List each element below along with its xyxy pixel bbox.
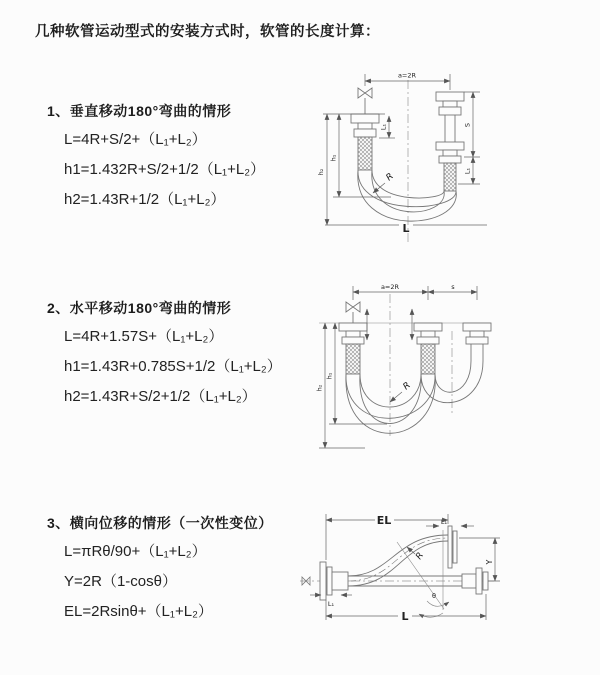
section-2-heading: 2、水平移动180°弯曲的情形: [47, 300, 232, 316]
dim-h-inner-label: h₁: [329, 154, 338, 162]
pipe-right: [471, 344, 483, 361]
s-curve-hose: [348, 535, 448, 586]
flange-middle: [414, 323, 442, 344]
flange-right-mid: [436, 142, 464, 163]
dim-s-label: S: [463, 122, 472, 128]
construction-lines: [397, 530, 449, 617]
formula-h2: h2=1.43R+S/2+1/2（L₁+L₂）: [64, 388, 257, 405]
dim-s-label: s: [451, 283, 455, 291]
dim-a2r-label: a=2R: [397, 71, 417, 80]
u-bend-hose: [358, 170, 457, 221]
braided-hose-left: [346, 344, 360, 374]
braided-hose-left: [358, 137, 372, 170]
formula-h1: h1=1.432R+S/2+1/2（L₁+L₂）: [64, 161, 266, 178]
dim-h-outer-label: h₂: [317, 168, 325, 176]
section-horizontal-bend: [47, 298, 282, 412]
diagram-lateral-displacement: [296, 498, 600, 674]
dim-l1-flange-label: L₁: [379, 123, 388, 131]
pipe-right: [445, 115, 455, 142]
section-3-heading: 3、横向位移的情形（一次性变位）: [47, 515, 273, 531]
diagram-vertical-180-bend: [305, 62, 600, 267]
formula-length: L=4R+1.57S+（L₁+L₂）: [64, 328, 224, 345]
diagram-horizontal-180-bend: [305, 276, 600, 474]
length-label: L: [401, 610, 409, 623]
section-lateral-displacement: [47, 513, 273, 627]
dim-l1-top-label: L₁: [440, 518, 448, 526]
dim-h-outer-label: h₂: [315, 384, 324, 392]
dim-l1-right-label: L₁: [463, 167, 472, 175]
flange-left: [320, 562, 348, 600]
flange-left: [339, 323, 367, 344]
formula-h1: h1=1.43R+0.785S+1/2（L₁+L₂）: [64, 358, 282, 375]
formula-h2: h2=1.43R+1/2（L₁+L₂）: [64, 191, 226, 208]
section-vertical-bend: [47, 101, 265, 215]
formula-length: L=4R+S/2+（L₁+L₂）: [64, 131, 207, 148]
radius-leader: [390, 392, 402, 402]
valve-icon: [358, 88, 372, 114]
flange-right: [462, 568, 488, 594]
braided-hose-middle: [421, 344, 435, 374]
flange-left: [351, 114, 379, 137]
formula-length: L=πRθ/90+（L₁+L₂）: [64, 543, 207, 560]
page-title: 几种软管运动型式的安装方式时，软管的长度计算：: [35, 24, 380, 40]
valve-icon: [346, 302, 360, 323]
flange-right: [463, 323, 491, 344]
braided-hose-right: [444, 163, 456, 191]
dim-el-label: EL: [376, 514, 392, 527]
dimension-connector: [367, 309, 412, 340]
radius-label: R: [401, 380, 413, 393]
dim-h-inner-label: h₁: [325, 372, 334, 380]
dim-y-label: Y: [485, 559, 494, 565]
formula-el: EL=2Rsinθ+（L₁+L₂）: [64, 603, 213, 620]
u-bend-hose: [346, 361, 483, 433]
radius-leader: [373, 183, 385, 193]
flange-right-top: [436, 92, 464, 115]
radius-label: R: [414, 550, 427, 562]
flange-top-right: [448, 526, 457, 568]
dim-l1-bottom-label: L₁: [327, 600, 335, 608]
angle-theta-label: θ: [432, 592, 436, 600]
dim-a2r-label: a=2R: [380, 283, 400, 291]
section-1-heading: 1、垂直移动180°弯曲的情形: [47, 103, 232, 119]
formula-y: Y=2R（1-cosθ）: [64, 573, 177, 590]
length-label: L: [402, 222, 410, 235]
radius-label: R: [384, 171, 396, 184]
dimension-a2r-s: [353, 286, 477, 300]
